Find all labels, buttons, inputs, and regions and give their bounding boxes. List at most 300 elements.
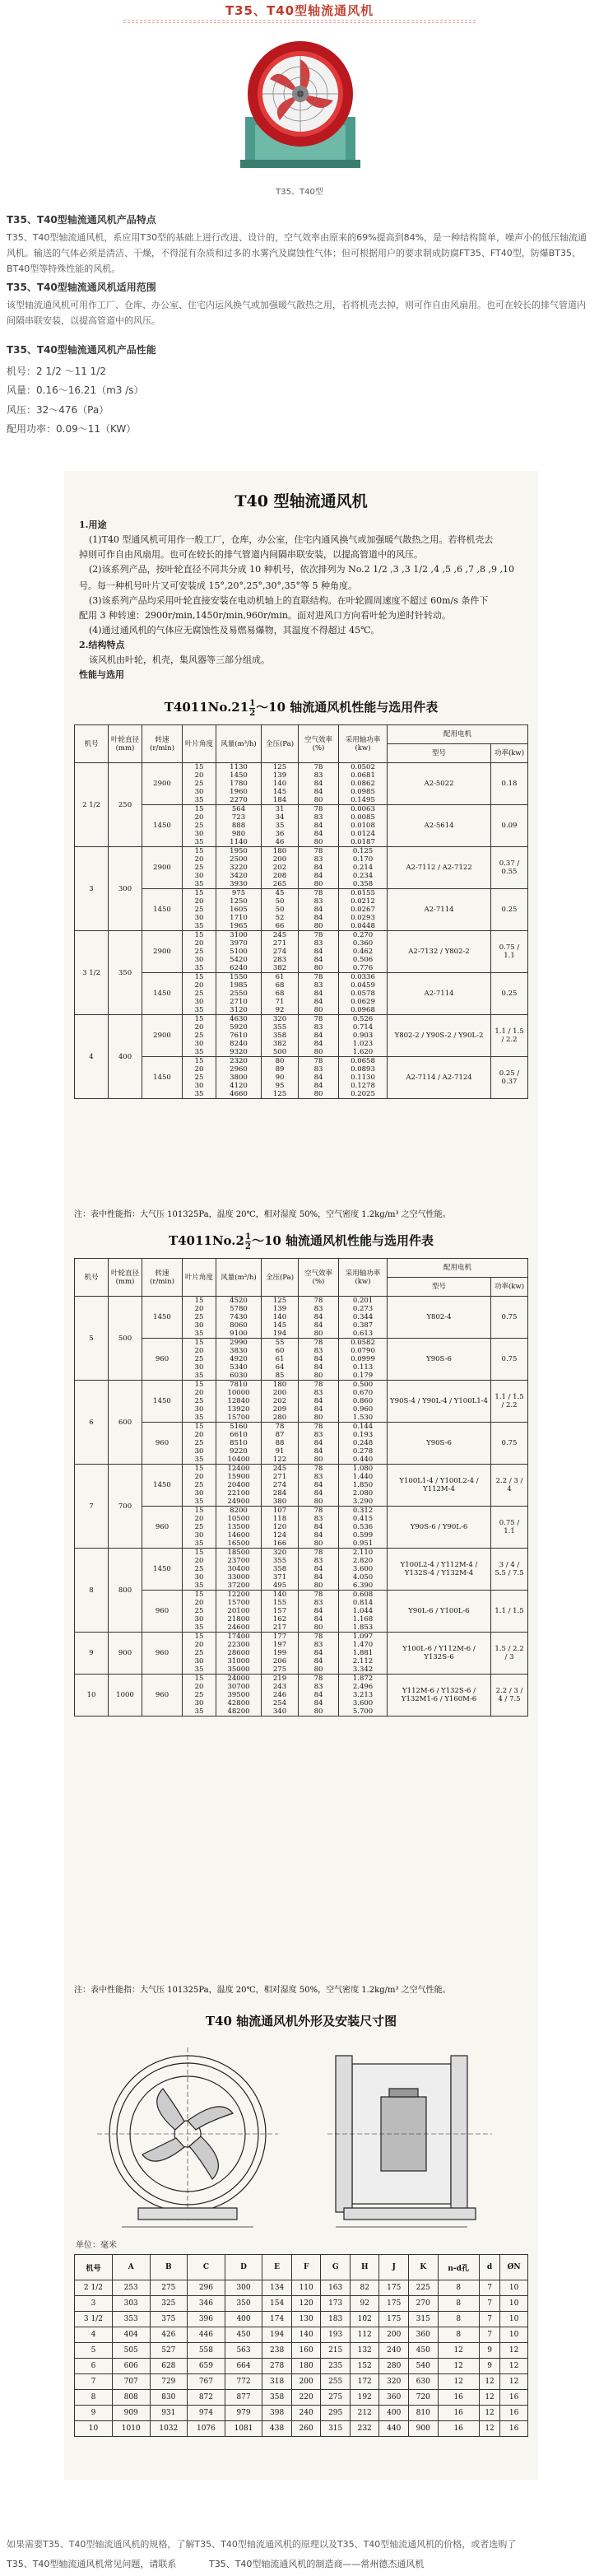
table-cell: 22300 xyxy=(227,1641,250,1649)
impeller-diameter-cell: 250 xyxy=(109,763,142,847)
table-cell: 4920 xyxy=(230,1355,248,1363)
table-cell: 1.881 xyxy=(352,1649,374,1657)
table-cell: 6240 xyxy=(230,964,248,972)
table-cell: 83 xyxy=(313,1641,323,1649)
dimension-cell: 8 xyxy=(75,2390,113,2406)
table-cell: 15 xyxy=(194,973,204,981)
table-cell: 0.599 xyxy=(352,1531,374,1540)
features-heading: T35、T40型轴流通风机产品特点 xyxy=(7,214,156,226)
table-cell: 84 xyxy=(313,914,323,922)
table-cell: 2.110 xyxy=(352,1549,374,1557)
table-cell: 0.0293 xyxy=(351,914,375,922)
table-cell: 46 xyxy=(275,838,285,846)
table-cell: 0.179 xyxy=(352,1372,374,1380)
dimension-cell: 193 xyxy=(321,2327,351,2343)
dimension-cell: 446 xyxy=(188,2327,225,2343)
table-cell: 78 xyxy=(313,1297,323,1305)
table-cell: 0.248 xyxy=(352,1439,374,1447)
dimension-cell: 9 xyxy=(75,2406,113,2421)
table-cell: 35 xyxy=(194,838,204,846)
dimension-cell: 909 xyxy=(112,2406,150,2421)
impeller-diameter-cell: 350 xyxy=(109,931,142,1015)
table-cell: 30 xyxy=(194,1615,204,1623)
table-cell: 84 xyxy=(313,822,323,830)
dimension-cell: 102 xyxy=(350,2312,379,2327)
table-cell: 118 xyxy=(272,1515,287,1523)
table-cell: 35 xyxy=(194,1006,204,1014)
dimension-cell: 400 xyxy=(379,2406,409,2421)
motor-model-cell: Y100L1-4 / Y100L2-4 / Y112M-4 xyxy=(388,1465,491,1507)
table-cell: 6.390 xyxy=(352,1581,374,1590)
dimension-cell: 12 xyxy=(479,2421,499,2437)
dimension-cell: 450 xyxy=(225,2327,262,2343)
table-cell: 83 xyxy=(313,1431,323,1439)
dimension-cell: 183 xyxy=(321,2312,351,2327)
table-cell: 275 xyxy=(272,1665,287,1674)
table-cell: 0.462 xyxy=(352,948,374,956)
table-cell: 78 xyxy=(313,1465,323,1473)
dimension-header: J xyxy=(379,2255,409,2280)
impeller-diameter-cell: 600 xyxy=(109,1381,142,1465)
table-cell: 20 xyxy=(194,981,204,990)
table-cell: 0.201 xyxy=(352,1297,374,1305)
table-cell: 0.2025 xyxy=(351,1090,375,1098)
table-cell: 0.960 xyxy=(352,1405,374,1414)
dimension-cell: 160 xyxy=(291,2343,321,2359)
table-cell: 15 xyxy=(194,1015,204,1023)
table-cell: 200 xyxy=(272,855,287,864)
prev-article-link[interactable]: T35、T40型轴流通风机常见问题，请联系 xyxy=(7,2559,177,2569)
table-cell: 162 xyxy=(272,1615,287,1623)
table-cell: 15 xyxy=(194,1057,204,1065)
table-cell: 0.0968 xyxy=(351,1006,375,1014)
motor-power-cell: 0.75 xyxy=(491,1423,528,1465)
table-cell: 0.125 xyxy=(352,847,374,855)
table-cell: 1710 xyxy=(230,914,248,922)
table-cell: 25 xyxy=(194,1481,204,1489)
table-cell: 358 xyxy=(272,1032,287,1040)
table-cell: 84 xyxy=(313,998,323,1006)
motor-model-cell: Y90S-6 xyxy=(388,1423,491,1465)
table-cell: 0.0459 xyxy=(351,981,375,990)
table-cell: 14600 xyxy=(227,1531,250,1540)
table-cell: 15 xyxy=(194,1507,204,1515)
table-cell: 0.0063 xyxy=(351,805,375,813)
table-cell: 382 xyxy=(272,964,287,972)
table-cell: 0.1495 xyxy=(351,796,375,804)
dimension-cell: 192 xyxy=(350,2390,379,2406)
next-article-link[interactable]: T35、T40型轴流通风机的制造商——常州德杰通风机 xyxy=(209,2559,425,2569)
table-cell: 25 xyxy=(194,1313,204,1321)
motor-model-cell: Y90L-6 / Y100L-6 xyxy=(388,1591,491,1633)
table-cell: 20 xyxy=(194,1683,204,1691)
table-cell: 84 xyxy=(313,788,323,796)
usage-section-heading: 1.用途 xyxy=(79,519,107,530)
table-cell: 83 xyxy=(313,1599,323,1607)
table-cell: 20100 xyxy=(227,1607,250,1615)
usage-para-4: (4)通过通风机的气体应无腐蚀性及易燃易爆物，其温度不得超过 45℃。 xyxy=(89,625,380,636)
table-cell: 78 xyxy=(313,847,323,855)
table-cell: 84 xyxy=(313,956,323,964)
motor-power-cell: 0.25 xyxy=(491,973,528,1015)
table-cell: 78 xyxy=(313,889,323,897)
scanned-spec-document xyxy=(64,471,538,2480)
col-motor: 配用电机 xyxy=(388,1259,528,1278)
title-divider xyxy=(123,20,476,21)
col-shaft-power: 采用轴功率(kw) xyxy=(339,1259,388,1297)
dimension-cell: 346 xyxy=(188,2296,225,2312)
impeller-diameter-cell: 900 xyxy=(109,1633,142,1675)
dimension-header: n-d孔 xyxy=(438,2255,479,2280)
dimension-cell: 10 xyxy=(500,2280,528,2296)
usage-para-2b: 号。每一种机号叶片又可安装成 15°,20°,25°,30°,35°等 5 种角度。 xyxy=(79,580,357,591)
table-cell: 80 xyxy=(313,1707,323,1716)
table-cell: 8240 xyxy=(230,1040,248,1048)
table-cell: 20 xyxy=(194,1473,204,1481)
table-cell: 33000 xyxy=(227,1573,250,1581)
spec-pressure-range: 风压：32～476（Pa） xyxy=(7,404,109,416)
table-cell: 84 xyxy=(313,1489,323,1498)
table-cell: 20 xyxy=(194,1557,204,1565)
table-cell: 80 xyxy=(313,1090,323,1098)
dimension-cell: 398 xyxy=(262,2406,292,2421)
dimension-header: G xyxy=(321,2255,351,2280)
table-cell: 2710 xyxy=(230,998,248,1006)
dimension-cell: 255 xyxy=(321,2374,351,2390)
dimension-cell: 1081 xyxy=(225,2421,262,2437)
table-cell: 243 xyxy=(272,1683,287,1691)
dimension-header: E xyxy=(262,2255,292,2280)
table-cell: 20 xyxy=(194,771,204,780)
model-number-cell: 7 xyxy=(75,1465,109,1549)
table-cell: 30 xyxy=(194,1657,204,1665)
dimension-cell: 353 xyxy=(112,2312,150,2327)
table-cell: 84 xyxy=(313,990,323,998)
table-cell: 80 xyxy=(313,1372,323,1380)
table-cell: 6030 xyxy=(230,1372,248,1380)
table-cell: 280 xyxy=(272,1414,287,1422)
table-cell: 1.097 xyxy=(352,1633,374,1641)
photo-caption: T35、T40型 xyxy=(276,188,323,197)
table-cell: 206 xyxy=(272,1657,287,1665)
speed-cell: 1450 xyxy=(142,973,183,1015)
dimension-cell: 900 xyxy=(409,2421,439,2437)
speed-cell: 2900 xyxy=(142,763,183,805)
col-flow: 风量(m³/h) xyxy=(216,1259,262,1297)
dimension-cell: 808 xyxy=(112,2390,150,2406)
col-motor: 配用电机 xyxy=(388,725,528,744)
dimension-cell: 180 xyxy=(291,2359,321,2374)
speed-cell: 1450 xyxy=(142,805,183,847)
table-cell: 83 xyxy=(313,939,323,948)
table-cell: 0.714 xyxy=(352,1023,374,1032)
table-cell: 80 xyxy=(313,1456,323,1464)
table-cell: 140 xyxy=(272,1591,287,1599)
table-cell: 20 xyxy=(194,1347,204,1355)
dimension-cell: 132 xyxy=(350,2343,379,2359)
table-cell: 30 xyxy=(194,914,204,922)
table-cell: 0.0448 xyxy=(351,922,375,930)
table-cell: 9220 xyxy=(230,1447,248,1456)
table-cell: 84 xyxy=(313,1397,323,1405)
spec-model-range: 机号：2 1/2 ～11 1/2 xyxy=(7,366,106,377)
structure-text: 该风机由叶轮，机壳，集风器等三部分组成。 xyxy=(89,654,270,665)
dimension-cell: 438 xyxy=(262,2421,292,2437)
usage-heading: T35、T40型轴流通风机适用范围 xyxy=(7,282,156,293)
dimension-cell: 16 xyxy=(500,2406,528,2421)
table-cell: 84 xyxy=(313,830,323,838)
speed-cell: 960 xyxy=(142,1675,183,1717)
table-row xyxy=(75,2374,528,2390)
table-cell: 2.820 xyxy=(352,1557,374,1565)
table-cell: 0.0187 xyxy=(351,838,375,846)
table-cell: 78 xyxy=(313,931,323,939)
dimension-cell: 360 xyxy=(409,2327,439,2343)
table-cell: 35 xyxy=(194,1090,204,1098)
dimension-cell: 527 xyxy=(150,2343,188,2359)
dimension-cell: 360 xyxy=(379,2390,409,2406)
dimension-cell: 174 xyxy=(262,2312,292,2327)
speed-cell: 1450 xyxy=(142,1465,183,1507)
table-cell: 83 xyxy=(313,1473,323,1481)
dimension-cell: 2 1/2 xyxy=(75,2280,113,2296)
table-cell: 20 xyxy=(194,1065,204,1074)
dimension-table xyxy=(74,2254,528,2437)
table-cell: 84 xyxy=(313,864,323,872)
dimension-header: A xyxy=(112,2255,150,2280)
motor-model-cell: Y802-2 / Y90S-2 / Y90L-2 xyxy=(388,1015,491,1057)
table-cell: 2.112 xyxy=(352,1657,374,1665)
model-number-cell: 6 xyxy=(75,1381,109,1465)
table-row xyxy=(75,1591,528,1633)
table-cell: 37200 xyxy=(227,1581,250,1590)
table-cell: 9100 xyxy=(230,1330,248,1338)
table-cell: 124 xyxy=(272,1531,287,1540)
table-cell: 4120 xyxy=(230,1082,248,1090)
table-cell: 0.170 xyxy=(352,855,374,864)
speed-cell: 1450 xyxy=(142,1381,183,1423)
table-cell: 80 xyxy=(313,1330,323,1338)
table-cell: 84 xyxy=(313,1691,323,1699)
table-cell: 209 xyxy=(272,1405,287,1414)
table-cell: 5340 xyxy=(230,1363,248,1372)
dimension-cell: 16 xyxy=(438,2390,479,2406)
table-cell: 78 xyxy=(313,1015,323,1023)
dimension-cell: 606 xyxy=(112,2359,150,2374)
impeller-diameter-cell: 800 xyxy=(109,1549,142,1633)
dimension-cell: 974 xyxy=(188,2406,225,2421)
table-cell: 61 xyxy=(275,973,285,981)
table-cell: 30 xyxy=(194,788,204,796)
speed-cell: 960 xyxy=(142,1423,183,1465)
table-cell: 30 xyxy=(194,956,204,964)
table-cell: 140 xyxy=(272,1313,287,1321)
table-cell: 199 xyxy=(272,1649,287,1657)
table-cell: 3100 xyxy=(230,931,248,939)
table-cell: 0.0085 xyxy=(351,813,375,822)
speed-cell: 1450 xyxy=(142,1297,183,1339)
table-cell: 0.193 xyxy=(352,1431,374,1439)
table-cell: 84 xyxy=(313,1082,323,1090)
table-cell: 84 xyxy=(313,1040,323,1048)
dimension-cell: 152 xyxy=(350,2359,379,2374)
table-cell: 0.144 xyxy=(352,1423,374,1431)
table-cell: 145 xyxy=(272,788,287,796)
performance-table-2 xyxy=(74,1258,528,1717)
table-cell: 35 xyxy=(194,1372,204,1380)
table-cell: 0.0681 xyxy=(351,771,375,780)
dimension-cell: 295 xyxy=(321,2406,351,2421)
table-cell: 84 xyxy=(313,1321,323,1330)
table-cell: 1.044 xyxy=(352,1607,374,1615)
table-cell: 6610 xyxy=(230,1431,248,1439)
dimension-cell: 8 xyxy=(438,2280,479,2296)
table-cell: 3830 xyxy=(230,1347,248,1355)
dimension-header: C xyxy=(188,2255,225,2280)
table-cell: 30 xyxy=(194,830,204,838)
table-cell: 245 xyxy=(272,1465,287,1473)
table-cell: 25 xyxy=(194,1074,204,1082)
table-cell: 88 xyxy=(275,1439,285,1447)
table-cell: 23700 xyxy=(227,1557,250,1565)
dimension-cell: 404 xyxy=(112,2327,150,2343)
dimension-cell: 1010 xyxy=(112,2421,150,2437)
dimension-cell: 1076 xyxy=(188,2421,225,2437)
table-cell: 25 xyxy=(194,1565,204,1573)
table-cell: 83 xyxy=(313,981,323,990)
dimension-cell: 10 xyxy=(500,2327,528,2343)
table-cell: 45 xyxy=(275,889,285,897)
table-cell: 20 xyxy=(194,813,204,822)
dimension-cell: 440 xyxy=(379,2421,409,2437)
table-cell: 30 xyxy=(194,998,204,1006)
table-cell: 122 xyxy=(272,1456,287,1464)
model-number-cell: 2 1/2 xyxy=(75,763,109,847)
dimension-cell: 12 xyxy=(479,2406,499,2421)
motor-model-cell: Y112M-6 / Y132S-6 / Y132M1-6 / Y160M-6 xyxy=(388,1675,491,1717)
table-cell: 3.342 xyxy=(352,1665,374,1674)
table-cell: 35 xyxy=(194,1540,204,1548)
table-cell: 35 xyxy=(194,1623,204,1632)
col-model: 机号 xyxy=(75,725,109,763)
table-cell: 35 xyxy=(194,1330,204,1338)
dimension-cell: 130 xyxy=(291,2312,321,2327)
usage-para-3b: 配用 3 种转速：2900r/min,1450r/min,960r/min。面对进风口方向看叶轮为逆时针转动。 xyxy=(79,610,451,621)
dimension-cell: 112 xyxy=(350,2327,379,2343)
table-row xyxy=(75,973,528,1015)
dimension-cell: 7 xyxy=(479,2312,499,2327)
dimension-cell: 275 xyxy=(150,2280,188,2296)
table-cell: 15900 xyxy=(227,1473,250,1481)
col-pressure: 全压(Pa) xyxy=(262,1259,299,1297)
table-cell: 31 xyxy=(275,805,285,813)
dimension-cell: 12 xyxy=(438,2374,479,2390)
table-cell: 888 xyxy=(231,822,246,830)
table-cell: 20 xyxy=(194,1599,204,1607)
table-cell: 1250 xyxy=(230,897,248,906)
motor-model-cell: A2-7112 / A2-7122 xyxy=(388,847,491,889)
performance-table-1 xyxy=(74,724,528,1099)
table-cell: 84 xyxy=(313,1074,323,1082)
col-model: 机号 xyxy=(75,1259,109,1297)
table-cell: 1950 xyxy=(230,847,248,855)
table-cell: 78 xyxy=(313,1339,323,1347)
table-row xyxy=(75,1015,528,1057)
dimension-cell: 979 xyxy=(225,2406,262,2421)
table-cell: 283 xyxy=(272,956,287,964)
table-cell: 78 xyxy=(313,1057,323,1065)
impeller-diameter-cell: 700 xyxy=(109,1465,142,1549)
table-cell: 0.440 xyxy=(352,1456,374,1464)
table-cell: 0.1278 xyxy=(351,1082,375,1090)
dimension-cell: 12 xyxy=(479,2374,499,2390)
dimension-cell: 300 xyxy=(225,2280,262,2296)
dimension-cell: 450 xyxy=(409,2343,439,2359)
dimension-header: ØN xyxy=(500,2255,528,2280)
dimension-cell: 630 xyxy=(409,2374,439,2390)
table-cell: 36 xyxy=(275,830,285,838)
table-cell: 84 xyxy=(313,1657,323,1665)
dimension-cell: 540 xyxy=(409,2359,439,2374)
table-row xyxy=(75,2343,528,2359)
dimension-header: F xyxy=(291,2255,321,2280)
dimension-cell: 318 xyxy=(262,2374,292,2390)
table-cell: 35 xyxy=(194,1665,204,1674)
table-cell: 85 xyxy=(275,1372,285,1380)
table-cell: 15 xyxy=(194,847,204,855)
dimension-cell: 563 xyxy=(225,2343,262,2359)
table-cell: 20 xyxy=(194,1023,204,1032)
table-cell: 1140 xyxy=(230,838,248,846)
speed-cell: 1450 xyxy=(142,889,183,931)
table-cell: 13920 xyxy=(227,1405,250,1414)
table-cell: 30 xyxy=(194,1573,204,1581)
table-cell: 83 xyxy=(313,813,323,822)
table-cell: 5420 xyxy=(230,956,248,964)
col-angle: 叶片角度 xyxy=(183,1259,216,1297)
table-cell: 25 xyxy=(194,990,204,998)
table-cell: 180 xyxy=(272,847,287,855)
table-cell: 87 xyxy=(275,1431,285,1439)
table-cell: 2.496 xyxy=(352,1683,374,1691)
table-cell: 78 xyxy=(313,973,323,981)
table-cell: 84 xyxy=(313,1649,323,1657)
table-cell: 5780 xyxy=(230,1305,248,1313)
table-cell: 7430 xyxy=(230,1313,248,1321)
dimension-cell: 315 xyxy=(321,2421,351,2437)
table-cell: 274 xyxy=(272,1481,287,1489)
table-cell: 0.0862 xyxy=(351,780,375,788)
table-cell: 0.0124 xyxy=(351,830,375,838)
table-cell: 84 xyxy=(313,906,323,914)
table-cell: 22100 xyxy=(227,1489,250,1498)
dimension-cell: 12 xyxy=(500,2374,528,2390)
table-cell: 24000 xyxy=(227,1675,250,1683)
model-number-cell: 3 1/2 xyxy=(75,931,109,1015)
dimension-cell: 140 xyxy=(291,2327,321,2343)
table-cell: 15 xyxy=(194,1633,204,1641)
table-cell: 2990 xyxy=(230,1339,248,1347)
table-cell: 9320 xyxy=(230,1048,248,1056)
dimension-cell: 315 xyxy=(409,2312,439,2327)
table-cell: 31000 xyxy=(227,1657,250,1665)
table-cell: 0.278 xyxy=(352,1447,374,1456)
dimension-cell: 10 xyxy=(500,2312,528,2327)
dimension-cell: 358 xyxy=(262,2390,292,2406)
table-cell: 55 xyxy=(275,1339,285,1347)
dimension-cell: 12 xyxy=(479,2390,499,2406)
table-cell: 1.470 xyxy=(352,1641,374,1649)
